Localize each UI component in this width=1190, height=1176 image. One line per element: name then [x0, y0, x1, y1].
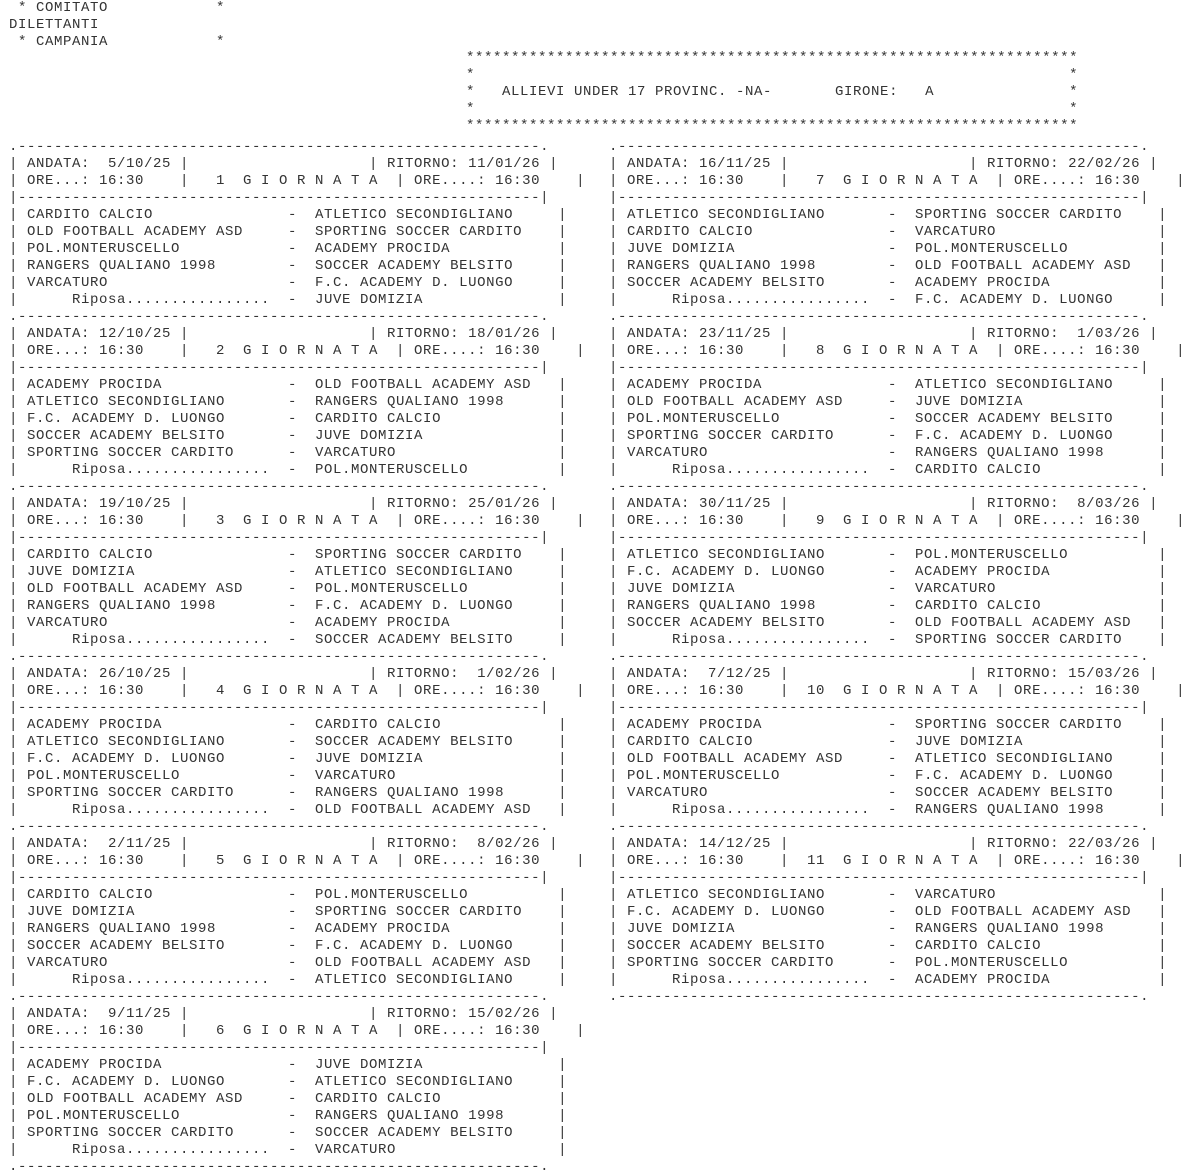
round-top-border: .----------------------------------------------------------. — [9, 309, 550, 325]
match-line: | SOCCER ACADEMY BELSITO - JUVE DOMIZIA | — [9, 428, 568, 444]
rest-team-line: | Riposa................ - CARDITO CALCIO | — [609, 462, 1168, 478]
round-dates-line: | ANDATA: 7/12/25 | | RITORNO: 15/03/26 | — [609, 666, 1159, 682]
match-line: | F.C. ACADEMY D. LUONGO - CARDITO CALCIO | — [9, 411, 568, 427]
banner-line: * * — [466, 67, 1079, 83]
match-line: | CARDITO CALCIO - POL.MONTERUSCELLO | — [9, 887, 568, 903]
rest-team-line: | Riposa................ - ATLETICO SECONDIGLIANO | — [9, 972, 568, 988]
match-line: | JUVE DOMIZIA - ATLETICO SECONDIGLIANO | — [9, 564, 568, 580]
match-line: | SOCCER ACADEMY BELSITO - CARDITO CALCIO | — [609, 938, 1168, 954]
round-top-border: .----------------------------------------------------------. — [9, 479, 550, 495]
match-line: | OLD FOOTBALL ACADEMY ASD - POL.MONTERUSCELLO | — [9, 581, 568, 597]
round-inner-border: |----------------------------------------------------------| — [9, 870, 550, 886]
match-line: | RANGERS QUALIANO 1998 - CARDITO CALCIO | — [609, 598, 1168, 614]
round-dates-line: | ANDATA: 14/12/25 | | RITORNO: 22/03/26 | — [609, 836, 1159, 852]
match-line: | ATLETICO SECONDIGLIANO - VARCATURO | — [609, 887, 1168, 903]
round-times-line: | ORE...: 16:30 | 7 G I O R N A T A | ORE....: 16:30 | — [609, 173, 1186, 189]
match-line: | VARCATURO - RANGERS QUALIANO 1998 | — [609, 445, 1168, 461]
banner-line: ******************************************************************** — [466, 50, 1079, 66]
round-block — [609, 309, 1185, 479]
match-line: | SPORTING SOCCER CARDITO - RANGERS QUALIANO 1998 | — [9, 785, 568, 801]
fixtures-right-column — [609, 139, 1185, 1006]
match-line: | POL.MONTERUSCELLO - SOCCER ACADEMY BELSITO | — [609, 411, 1168, 427]
round-dates-line: | ANDATA: 30/11/25 | | RITORNO: 8/03/26 | — [609, 496, 1159, 512]
championship-banner — [466, 50, 1078, 135]
round-times-line: | ORE...: 16:30 | 6 G I O R N A T A | ORE....: 16:30 | — [9, 1023, 586, 1039]
round-block — [9, 139, 585, 309]
rest-team-line: | Riposa................ - OLD FOOTBALL ACADEMY ASD | — [9, 802, 568, 818]
match-line: | SPORTING SOCCER CARDITO - VARCATURO | — [9, 445, 568, 461]
round-block — [609, 649, 1185, 819]
banner-line: ******************************************************************** — [466, 118, 1079, 134]
match-line: | ACADEMY PROCIDA - OLD FOOTBALL ACADEMY ASD | — [9, 377, 568, 393]
round-inner-border: |----------------------------------------------------------| — [9, 700, 550, 716]
round-inner-border: |----------------------------------------------------------| — [609, 190, 1150, 206]
header-line: * COMITATO * — [9, 0, 226, 16]
rest-team-line: | Riposa................ - VARCATURO | — [9, 1142, 568, 1158]
match-line: | CARDITO CALCIO - SPORTING SOCCER CARDITO | — [9, 547, 568, 563]
match-line: | F.C. ACADEMY D. LUONGO - ATLETICO SECONDIGLIANO | — [9, 1074, 568, 1090]
round-times-line: | ORE...: 16:30 | 2 G I O R N A T A | ORE....: 16:30 | — [9, 343, 586, 359]
round-times-line: | ORE...: 16:30 | 3 G I O R N A T A | ORE....: 16:30 | — [9, 513, 586, 529]
match-line: | SOCCER ACADEMY BELSITO - OLD FOOTBALL ACADEMY ASD | — [609, 615, 1168, 631]
match-line: | ACADEMY PROCIDA - JUVE DOMIZIA | — [9, 1057, 568, 1073]
round-block — [9, 989, 585, 1159]
column-bottom-border: .----------------------------------------------------------. — [609, 989, 1150, 1005]
match-line: | JUVE DOMIZIA - RANGERS QUALIANO 1998 | — [609, 921, 1168, 937]
rest-team-line: | Riposa................ - RANGERS QUALIANO 1998 | — [609, 802, 1168, 818]
round-inner-border: |----------------------------------------------------------| — [9, 360, 550, 376]
round-inner-border: |----------------------------------------------------------| — [609, 530, 1150, 546]
round-dates-line: | ANDATA: 16/11/25 | | RITORNO: 22/02/26 | — [609, 156, 1159, 172]
match-line: | SPORTING SOCCER CARDITO - POL.MONTERUSCELLO | — [609, 955, 1168, 971]
rest-team-line: | Riposa................ - F.C. ACADEMY D. LUONGO | — [609, 292, 1168, 308]
round-times-line: | ORE...: 16:30 | 9 G I O R N A T A | ORE....: 16:30 | — [609, 513, 1186, 529]
round-inner-border: |----------------------------------------------------------| — [9, 530, 550, 546]
header-line: * CAMPANIA * — [9, 34, 226, 50]
match-line: | CARDITO CALCIO - ATLETICO SECONDIGLIANO | — [9, 207, 568, 223]
round-dates-line: | ANDATA: 2/11/25 | | RITORNO: 8/02/26 | — [9, 836, 559, 852]
round-inner-border: |----------------------------------------------------------| — [609, 360, 1150, 376]
match-line: | CARDITO CALCIO - VARCATURO | — [609, 224, 1168, 240]
rest-team-line: | Riposa................ - POL.MONTERUSCELLO | — [9, 462, 568, 478]
rest-team-line: | Riposa................ - JUVE DOMIZIA | — [9, 292, 568, 308]
match-line: | OLD FOOTBALL ACADEMY ASD - CARDITO CALCIO | — [9, 1091, 568, 1107]
match-line: | CARDITO CALCIO - JUVE DOMIZIA | — [609, 734, 1168, 750]
match-line: | F.C. ACADEMY D. LUONGO - ACADEMY PROCIDA | — [609, 564, 1168, 580]
match-line: | POL.MONTERUSCELLO - ACADEMY PROCIDA | — [9, 241, 568, 257]
match-line: | OLD FOOTBALL ACADEMY ASD - SPORTING SOCCER CARDITO | — [9, 224, 568, 240]
round-times-line: | ORE...: 16:30 | 4 G I O R N A T A | ORE....: 16:30 | — [9, 683, 586, 699]
match-line: | ATLETICO SECONDIGLIANO - RANGERS QUALIANO 1998 | — [9, 394, 568, 410]
match-line: | F.C. ACADEMY D. LUONGO - OLD FOOTBALL ACADEMY ASD | — [609, 904, 1168, 920]
round-block — [9, 819, 585, 989]
match-line: | ATLETICO SECONDIGLIANO - SPORTING SOCCER CARDITO | — [609, 207, 1168, 223]
round-top-border: .----------------------------------------------------------. — [609, 139, 1150, 155]
round-dates-line: | ANDATA: 26/10/25 | | RITORNO: 1/02/26 | — [9, 666, 559, 682]
header-line: DILETTANTI — [9, 17, 100, 33]
round-times-line: | ORE...: 16:30 | 5 G I O R N A T A | ORE....: 16:30 | — [9, 853, 586, 869]
round-times-line: | ORE...: 16:30 | 8 G I O R N A T A | ORE....: 16:30 | — [609, 343, 1186, 359]
column-bottom-border: .----------------------------------------------------------. — [9, 1159, 550, 1175]
round-top-border: .----------------------------------------------------------. — [609, 309, 1150, 325]
match-line: | ATLETICO SECONDIGLIANO - SOCCER ACADEMY BELSITO | — [9, 734, 568, 750]
match-line: | RANGERS QUALIANO 1998 - F.C. ACADEMY D. LUONGO | — [9, 598, 568, 614]
round-times-line: | ORE...: 16:30 | 11 G I O R N A T A | ORE....: 16:30 | — [609, 853, 1186, 869]
match-line: | VARCATURO - SOCCER ACADEMY BELSITO | — [609, 785, 1168, 801]
match-line: | OLD FOOTBALL ACADEMY ASD - JUVE DOMIZIA | — [609, 394, 1168, 410]
committee-header — [9, 0, 225, 51]
match-line: | OLD FOOTBALL ACADEMY ASD - ATLETICO SECONDIGLIANO | — [609, 751, 1168, 767]
match-line: | VARCATURO - OLD FOOTBALL ACADEMY ASD | — [9, 955, 568, 971]
match-line: | POL.MONTERUSCELLO - RANGERS QUALIANO 1998 | — [9, 1108, 568, 1124]
match-line: | SPORTING SOCCER CARDITO - F.C. ACADEMY D. LUONGO | — [609, 428, 1168, 444]
round-dates-line: | ANDATA: 19/10/25 | | RITORNO: 25/01/26 | — [9, 496, 559, 512]
match-line: | SOCCER ACADEMY BELSITO - ACADEMY PROCIDA | — [609, 275, 1168, 291]
match-line: | POL.MONTERUSCELLO - VARCATURO | — [9, 768, 568, 784]
rest-team-line: | Riposa................ - SOCCER ACADEMY BELSITO | — [9, 632, 568, 648]
banner-title-line: * ALLIEVI UNDER 17 PROVINC. -NA- GIRONE: A * — [466, 84, 1079, 100]
round-top-border: .----------------------------------------------------------. — [9, 649, 550, 665]
match-line: | RANGERS QUALIANO 1998 - SOCCER ACADEMY BELSITO | — [9, 258, 568, 274]
round-dates-line: | ANDATA: 5/10/25 | | RITORNO: 11/01/26 | — [9, 156, 559, 172]
round-times-line: | ORE...: 16:30 | 1 G I O R N A T A | ORE....: 16:30 | — [9, 173, 586, 189]
match-line: | SPORTING SOCCER CARDITO - SOCCER ACADEMY BELSITO | — [9, 1125, 568, 1141]
rest-team-line: | Riposa................ - ACADEMY PROCIDA | — [609, 972, 1168, 988]
match-line: | ACADEMY PROCIDA - ATLETICO SECONDIGLIANO | — [609, 377, 1168, 393]
round-times-line: | ORE...: 16:30 | 10 G I O R N A T A | ORE....: 16:30 | — [609, 683, 1186, 699]
round-top-border: .----------------------------------------------------------. — [609, 819, 1150, 835]
banner-line: * * — [466, 101, 1079, 117]
round-block — [9, 649, 585, 819]
round-top-border: .----------------------------------------------------------. — [609, 649, 1150, 665]
round-top-border: .----------------------------------------------------------. — [9, 989, 550, 1005]
round-inner-border: |----------------------------------------------------------| — [9, 190, 550, 206]
match-line: | JUVE DOMIZIA - SPORTING SOCCER CARDITO | — [9, 904, 568, 920]
match-line: | RANGERS QUALIANO 1998 - ACADEMY PROCIDA | — [9, 921, 568, 937]
round-dates-line: | ANDATA: 23/11/25 | | RITORNO: 1/03/26 | — [609, 326, 1159, 342]
match-line: | ACADEMY PROCIDA - CARDITO CALCIO | — [9, 717, 568, 733]
match-line: | JUVE DOMIZIA - VARCATURO | — [609, 581, 1168, 597]
round-top-border: .----------------------------------------------------------. — [609, 479, 1150, 495]
round-inner-border: |----------------------------------------------------------| — [609, 870, 1150, 886]
match-line: | SOCCER ACADEMY BELSITO - F.C. ACADEMY D. LUONGO | — [9, 938, 568, 954]
rest-team-line: | Riposa................ - SPORTING SOCCER CARDITO | — [609, 632, 1168, 648]
round-block — [609, 139, 1185, 309]
match-line: | VARCATURO - F.C. ACADEMY D. LUONGO | — [9, 275, 568, 291]
match-line: | ATLETICO SECONDIGLIANO - POL.MONTERUSCELLO | — [609, 547, 1168, 563]
match-line: | ACADEMY PROCIDA - SPORTING SOCCER CARDITO | — [609, 717, 1168, 733]
fixtures-left-column — [9, 139, 585, 1176]
round-top-border: .----------------------------------------------------------. — [9, 139, 550, 155]
match-line: | RANGERS QUALIANO 1998 - OLD FOOTBALL ACADEMY ASD | — [609, 258, 1168, 274]
match-line: | JUVE DOMIZIA - POL.MONTERUSCELLO | — [609, 241, 1168, 257]
round-dates-line: | ANDATA: 9/11/25 | | RITORNO: 15/02/26 | — [9, 1006, 559, 1022]
round-dates-line: | ANDATA: 12/10/25 | | RITORNO: 18/01/26 | — [9, 326, 559, 342]
match-line: | POL.MONTERUSCELLO - F.C. ACADEMY D. LUONGO | — [609, 768, 1168, 784]
match-line: | F.C. ACADEMY D. LUONGO - JUVE DOMIZIA | — [9, 751, 568, 767]
round-block — [609, 819, 1185, 989]
round-top-border: .----------------------------------------------------------. — [9, 819, 550, 835]
round-block — [609, 479, 1185, 649]
round-block — [9, 309, 585, 479]
match-line: | VARCATURO - ACADEMY PROCIDA | — [9, 615, 568, 631]
round-block — [9, 479, 585, 649]
round-inner-border: |----------------------------------------------------------| — [609, 700, 1150, 716]
round-inner-border: |----------------------------------------------------------| — [9, 1040, 550, 1056]
